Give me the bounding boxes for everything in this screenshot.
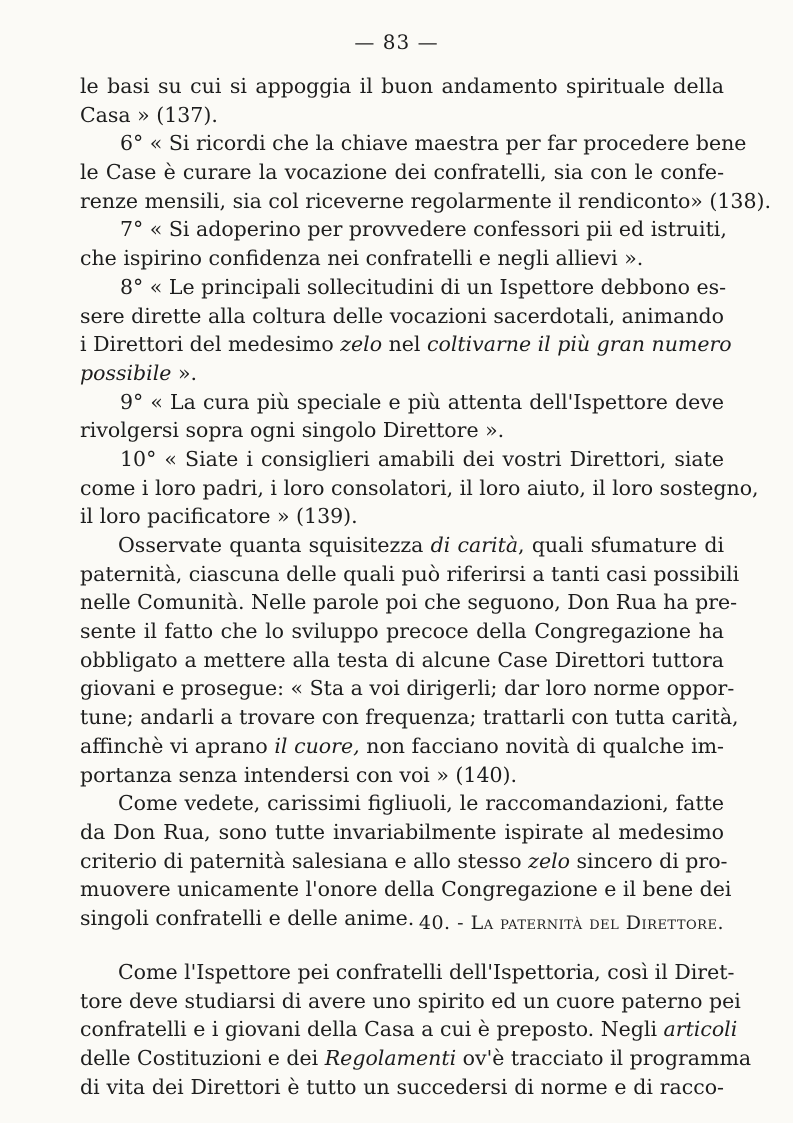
text-line: confratelli e i giovani della Casa a cui è preposto. Negli articoli	[80, 1017, 738, 1042]
text-line: di vita dei Direttori è tutto un succedersi di norme e di racco-	[80, 1074, 724, 1099]
text-line: 6° « Si ricordi che la chiave maestra per far procedere bene	[120, 131, 747, 156]
text-line: rivolgersi sopra ogni singolo Direttore ».	[80, 418, 505, 443]
text-line: Osservate quanta squisitezza di carità, quali sfumature di	[118, 533, 724, 557]
body-text	[80, 72, 772, 933]
text-line: possibile ».	[80, 360, 198, 385]
text-line: affinchè vi aprano il cuore, non facciano novità di qualche im-	[80, 733, 724, 758]
text-line: portanza senza intendersi con voi » (140).	[80, 762, 518, 787]
text-line: sere dirette alla coltura delle vocazioni sacerdotali, animando	[80, 303, 724, 328]
text-line: delle Costituzioni e dei Regolamenti ov'è tracciato il programma	[80, 1046, 752, 1071]
text-line: 8° « Le principali sollecitudini di un Ispettore debbono es-	[120, 274, 727, 299]
text-line: singoli confratelli e delle anime.	[80, 905, 415, 930]
text-line: 10° « Siate i consiglieri amabili dei vostri Direttori, siate	[120, 446, 724, 471]
text-line: come i loro padri, i loro consolatori, il loro aiuto, il loro sostegno,	[80, 475, 759, 500]
section-title	[0, 912, 724, 934]
text-line: criterio di paternità salesiana e allo stesso zelo sincero di pro-	[80, 848, 728, 873]
text-line: Casa » (137).	[80, 102, 218, 127]
text-line: tune; andarli a trovare con frequenza; trattarli con tutta carità,	[80, 705, 739, 730]
body-text-continued	[80, 958, 752, 1101]
text-line: i Direttori del medesimo zelo nel coltivarne il più gran numero	[80, 332, 732, 357]
text-line: renze mensili, sia col riceverne regolarmente il rendiconto» (138).	[80, 188, 772, 213]
text-line: nelle Comunità. Nelle parole poi che seguono, Don Rua ha pre-	[80, 590, 738, 615]
text-line: da Don Rua, sono tutte invariabilmente ispirate al medesimo	[80, 819, 724, 844]
text-line: paternità, ciascuna delle quali può riferirsi a tanti casi possibili	[80, 561, 740, 586]
text-line: 7° « Si adoperino per provvedere confessori pii ed istruiti,	[120, 217, 727, 242]
text-line: le Case è curare la vocazione dei confratelli, sia con le confe-	[80, 160, 724, 185]
text-line: il loro pacificatore » (139).	[80, 504, 358, 529]
text-line: le basi su cui si appoggia il buon andamento spirituale della	[80, 74, 724, 98]
text-line: Come vedete, carissimi figliuoli, le raccomandazioni, fatte	[118, 791, 724, 816]
section-title-text: 40. - La paternità del Direttore.	[418, 912, 724, 934]
text-line: 9° « La cura più speciale e più attenta dell'Ispettore deve	[120, 389, 724, 414]
text-line: giovani e prosegue: « Sta a voi dirigerli; dar loro norme oppor-	[80, 676, 735, 701]
text-line: tore deve studiarsi di avere uno spirito ed un cuore paterno pei	[80, 988, 741, 1013]
text-line: muovere unicamente l'onore della Congregazione e il bene dei	[80, 877, 732, 902]
text-line: obbligato a mettere alla testa di alcune Case Direttori tuttora	[80, 647, 724, 672]
text-line: Come l'Ispettore pei confratelli dell'Ispettoria, così il Diret-	[118, 960, 735, 984]
text-line: che ispirino confidenza nei confratelli e negli allievi ».	[80, 246, 644, 271]
text-line: sente il fatto che lo sviluppo precoce della Congregazione ha	[80, 619, 724, 644]
page-number: — 83 —	[354, 30, 439, 54]
